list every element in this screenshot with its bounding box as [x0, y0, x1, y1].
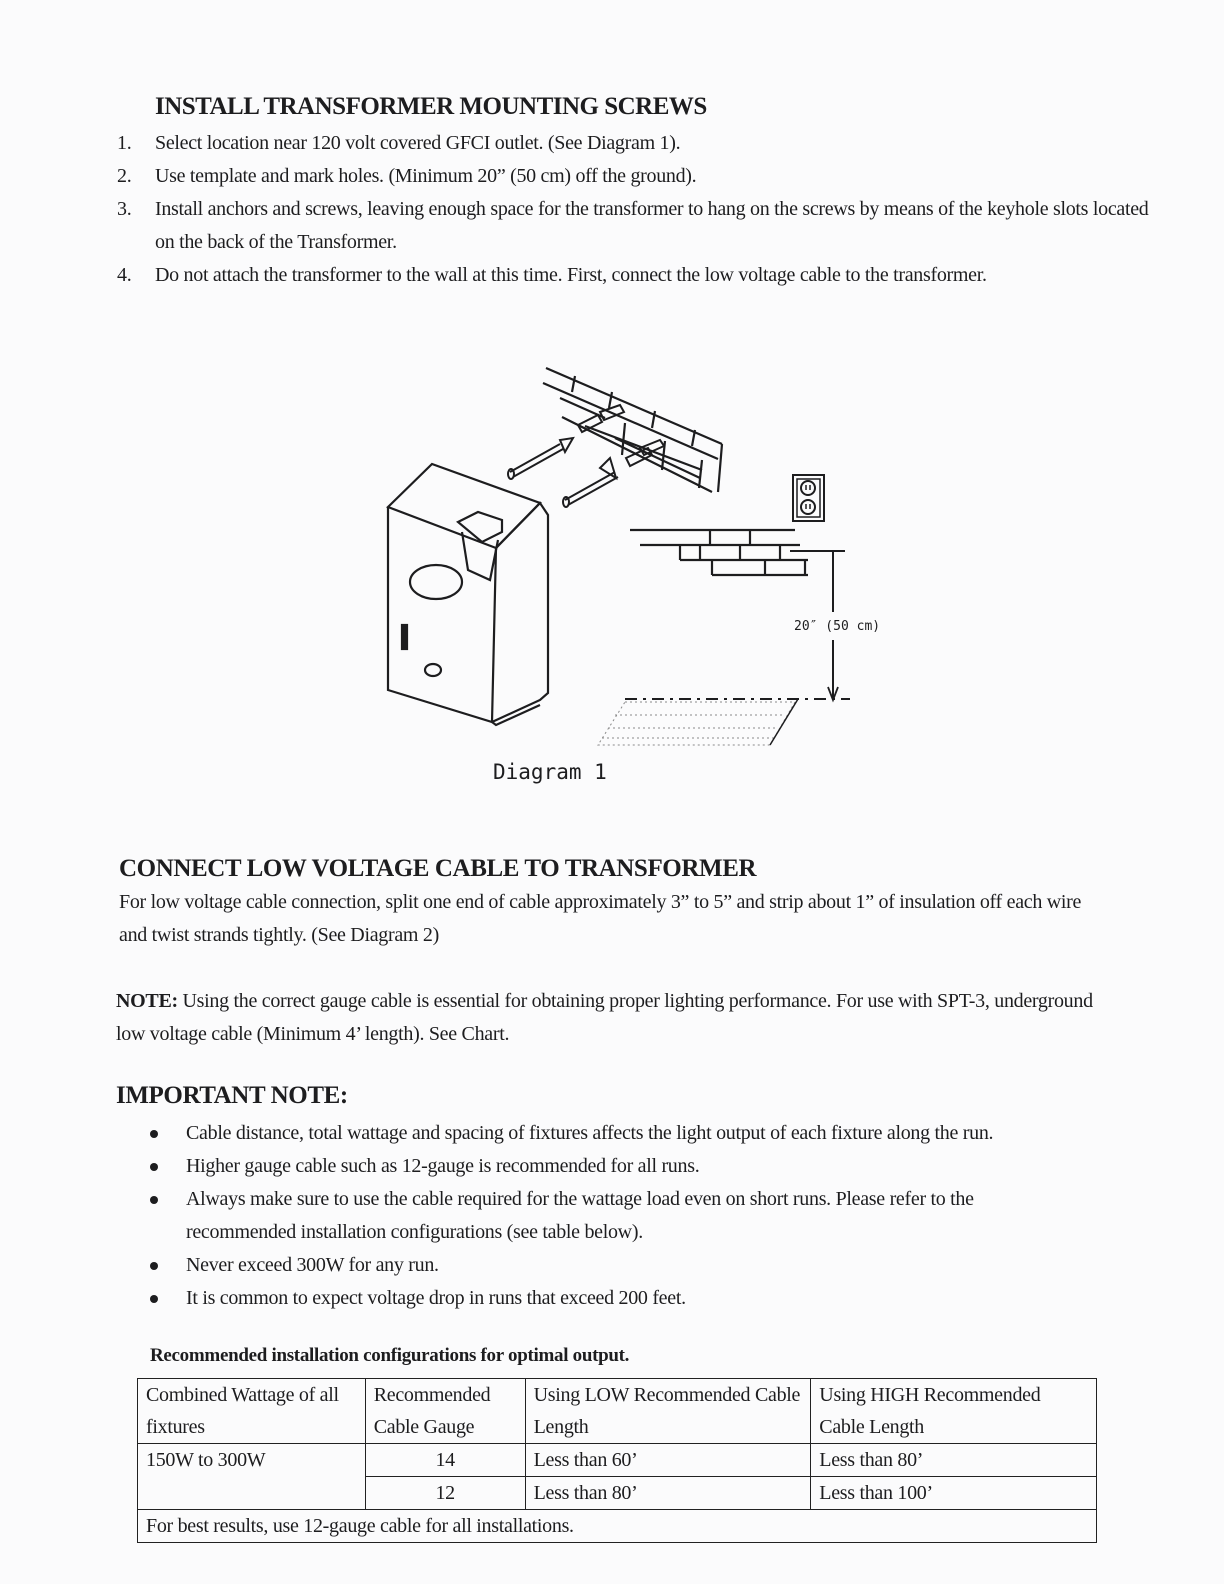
low-length-cell: Less than 80’ — [525, 1477, 811, 1510]
list-item: Never exceed 300W for any run. — [150, 1249, 1080, 1282]
bullet-icon — [150, 1196, 158, 1204]
list-item: 1. Select location near 120 volt covered GFCI outlet. (See Diagram 1). — [117, 132, 681, 154]
list-item: 3. Install anchors and screws, leaving enough space for the transformer to hang on the screws by means of the keyhole slots located on the back of the Transformer. — [117, 198, 1149, 253]
bullet-icon — [150, 1262, 158, 1270]
note-text: Using the correct gauge cable is essential for obtaining proper lighting performance. For use with SPT-3, underground low voltage cable (Minimum 4’ length). See Chart. — [116, 990, 1093, 1045]
gfci-outlet — [793, 475, 824, 521]
list-item: Always make sure to use the cable required for the wattage load even on short runs. Please refer to the recommended installation configurations (see table below). — [150, 1183, 1080, 1249]
bullet-icon — [150, 1163, 158, 1171]
header-gauge: Recommended Cable Gauge — [365, 1379, 525, 1444]
note-label: NOTE: — [116, 990, 178, 1012]
table-row — [138, 1444, 1097, 1477]
list-item: Cable distance, total wattage and spacing of fixtures affects the light output of each fixture along the run. — [150, 1117, 1080, 1150]
gauge-cell: 12 — [365, 1477, 525, 1510]
bullet-icon — [150, 1130, 158, 1138]
high-length-cell: Less than 100’ — [811, 1477, 1097, 1510]
wattage-cell: 150W to 300W — [138, 1444, 366, 1510]
table-header-row — [138, 1379, 1097, 1444]
header-high-length: Using HIGH Recommended Cable Length — [811, 1379, 1097, 1444]
connect-paragraph: For low voltage cable connection, split one end of cable approximately 3” to 5” and strip about 1” of insulation off each wire and twist strands tightly. (See Diagram 2) — [119, 891, 1082, 946]
high-length-cell: Less than 80’ — [811, 1444, 1097, 1477]
bullet-icon — [150, 1295, 158, 1303]
ground-hatch — [598, 699, 798, 745]
list-item: 4. Do not attach the transformer to the wall at this time. First, connect the low voltage cable to the transformer. — [117, 264, 987, 286]
section-title-important: IMPORTANT NOTE: — [116, 1082, 348, 1109]
header-wattage: Combined Wattage of all fixtures — [138, 1379, 366, 1444]
lower-brick-wall — [630, 530, 808, 575]
list-item: Higher gauge cable such as 12-gauge is recommended for all runs. — [150, 1150, 1080, 1183]
cable-config-table — [137, 1378, 1097, 1543]
install-steps-list — [117, 127, 1157, 292]
gauge-cell: 14 — [365, 1444, 525, 1477]
list-item: It is common to expect voltage drop in runs that exceed 200 feet. — [150, 1282, 1080, 1315]
section-title-connect: CONNECT LOW VOLTAGE CABLE TO TRANSFORMER — [119, 855, 757, 882]
upper-brick-wall — [543, 368, 722, 492]
section-title-install: INSTALL TRANSFORMER MOUNTING SCREWS — [155, 93, 707, 120]
note-paragraph — [116, 985, 1106, 1051]
low-length-cell: Less than 60’ — [525, 1444, 811, 1477]
transformer-box — [388, 464, 548, 725]
list-item: 2. Use template and mark holes. (Minimum 20” (50 cm) off the ground). — [117, 165, 697, 187]
table-caption: Recommended installation configurations for optimal output. — [150, 1345, 630, 1366]
table-footer-row — [138, 1510, 1097, 1543]
important-bullet-list — [150, 1117, 1080, 1315]
diagram-caption: Diagram 1 — [493, 760, 607, 784]
table-footer: For best results, use 12-gauge cable for all installations. — [138, 1510, 1097, 1543]
mounting-diagram — [380, 350, 880, 760]
height-label: 20″ (50 cm) — [794, 619, 880, 634]
header-low-length: Using LOW Recommended Cable Length — [525, 1379, 811, 1444]
